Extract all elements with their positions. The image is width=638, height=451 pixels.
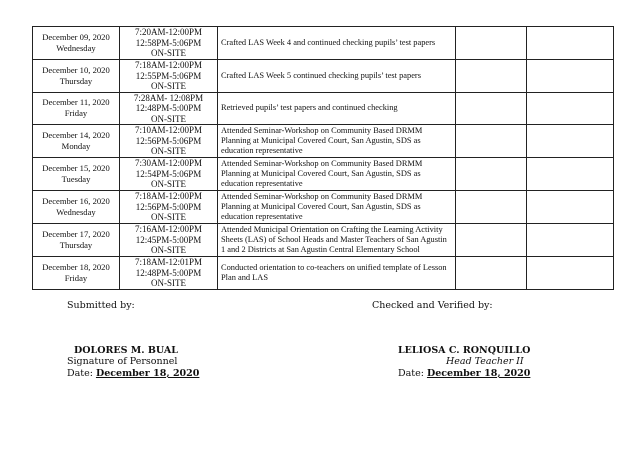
empty-cell [527,224,614,257]
work-mode-text: ON-SITE [151,113,186,124]
work-mode-text: ON-SITE [151,146,186,157]
personnel-name: DOLORES M. BUAL [74,345,178,356]
empty-cell [456,224,527,257]
table-row [33,60,614,93]
empty-cell [527,158,614,191]
date-value: December 18, 2020 [95,368,200,379]
checked-by-label: Checked and Verified by: [372,300,493,311]
date-text: December 16, 2020 [42,196,110,206]
empty-cell [456,60,527,93]
time-range-text: 7:16AM-12:00PM [134,224,202,235]
empty-cell [456,27,527,60]
submitted-by-label: Submitted by: [67,300,135,311]
table-row [33,125,614,158]
weekday-text: Friday [64,272,88,283]
work-mode-text: ON-SITE [151,179,186,190]
work-mode-text: ON-SITE [151,212,186,223]
activity-cell: Attended Seminar-Workshop on Community Based DRMM Planning at Municipal Covered Court, San Agustin, SDS as education representative [218,191,456,224]
time-range-text: 7:10AM-12:00PM [134,125,202,136]
daily-activity-table [32,26,614,290]
time-cell [120,92,218,125]
date-value: December 18, 2020 [426,368,531,379]
activity-cell: Attended Municipal Orientation on Crafting the Learning Activity Sheets (LAS) of School Heads and Master Teachers of San Agustin 1 and 2 Districts at San Agustin Central Elementary School [218,224,456,257]
work-mode-text: ON-SITE [151,81,186,91]
empty-cell [456,92,527,125]
time-range-text: 7:28AM- 12:08PM [133,92,204,103]
time-cell [120,27,218,60]
date-text: December 11, 2020 [42,97,110,108]
date-cell [33,60,120,93]
table-row [33,158,614,191]
date-cell [33,191,120,224]
time-range-text: 12:55PM-5:06PM [135,70,202,81]
time-range-text: 12:45PM-5:00PM [135,234,202,245]
date-cell [33,92,120,125]
work-mode-text: ON-SITE [151,48,186,59]
table-row [33,92,614,125]
time-range-text: 7:18AM-12:01PM [134,257,202,267]
time-cell [120,257,218,290]
empty-cell [456,191,527,224]
table-body [33,27,614,290]
head-teacher-name: LELIOSA C. RONQUILLO [398,345,531,356]
date-text: December 18, 2020 [42,261,110,272]
time-range-text: 12:54PM-5:06PM [135,168,202,179]
time-cell [120,60,218,93]
work-mode-text: ON-SITE [151,245,186,256]
activity-cell: Retrieved pupils’ test papers and continued checking [218,92,456,125]
table-row [33,224,614,257]
activity-cell: Conducted orientation to co-teachers on unified template of Lesson Plan and LAS [218,257,456,290]
empty-cell [456,257,527,290]
weekday-text: Thursday [59,240,93,250]
weekday-text: Monday [61,141,91,151]
time-cell [120,191,218,224]
weekday-text: Tuesday [61,174,91,184]
table-row [33,191,614,224]
time-range-text: 12:56PM-5:06PM [135,135,202,146]
date-cell [33,125,120,158]
empty-cell [527,92,614,125]
time-cell [120,158,218,191]
weekday-text: Wednesday [56,207,96,217]
date-text: December 14, 2020 [42,130,110,140]
empty-cell [527,125,614,158]
activity-cell: Crafted LAS Week 4 and continued checking pupils’ test papers [218,27,456,60]
activity-cell: Attended Seminar-Workshop on Community Based DRMM Planning at Municipal Covered Court, San Agustin, SDS as education representative [218,158,456,191]
date-cell [33,257,120,290]
date-label: Date: [398,368,424,379]
time-range-text: 7:18AM-12:00PM [134,191,202,202]
empty-cell [456,158,527,191]
date-cell [33,158,120,191]
date-text: December 09, 2020 [42,32,110,42]
time-range-text: 7:30AM-12:00PM [134,158,202,169]
table-row [33,257,614,290]
weekday-text: Friday [64,108,88,119]
empty-cell [527,60,614,93]
time-range-text: 7:20AM-12:00PM [134,27,202,38]
date-cell [33,224,120,257]
time-range-text: 12:48PM-5:00PM [135,103,202,113]
personnel-title: Signature of Personnel [67,356,178,367]
empty-cell [456,125,527,158]
empty-cell [527,191,614,224]
time-cell [120,125,218,158]
weekday-text: Thursday [59,75,93,86]
date-text: December 17, 2020 [42,229,110,239]
activity-cell: Attended Seminar-Workshop on Community Based DRMM Planning at Municipal Covered Court, San Agustin, SDS as education representative [218,125,456,158]
head-teacher-date [398,368,530,379]
empty-cell [527,27,614,60]
table-row [33,27,614,60]
date-text: December 15, 2020 [42,163,110,173]
time-range-text: 12:58PM-5:06PM [135,37,202,48]
time-range-text: 7:18AM-12:00PM [134,60,202,70]
empty-cell [527,257,614,290]
date-text: December 10, 2020 [42,64,110,75]
time-range-text: 12:48PM-5:00PM [135,267,202,278]
date-cell [33,27,120,60]
personnel-date [67,368,199,379]
head-teacher-title: Head Teacher II [446,356,524,367]
work-mode-text: ON-SITE [151,278,186,288]
time-range-text: 12:56PM-5:00PM [135,201,202,212]
weekday-text: Wednesday [56,43,96,53]
time-cell [120,224,218,257]
date-label: Date: [67,368,93,379]
activity-cell: Crafted LAS Week 5 continued checking pupils’ test papers [218,60,456,93]
